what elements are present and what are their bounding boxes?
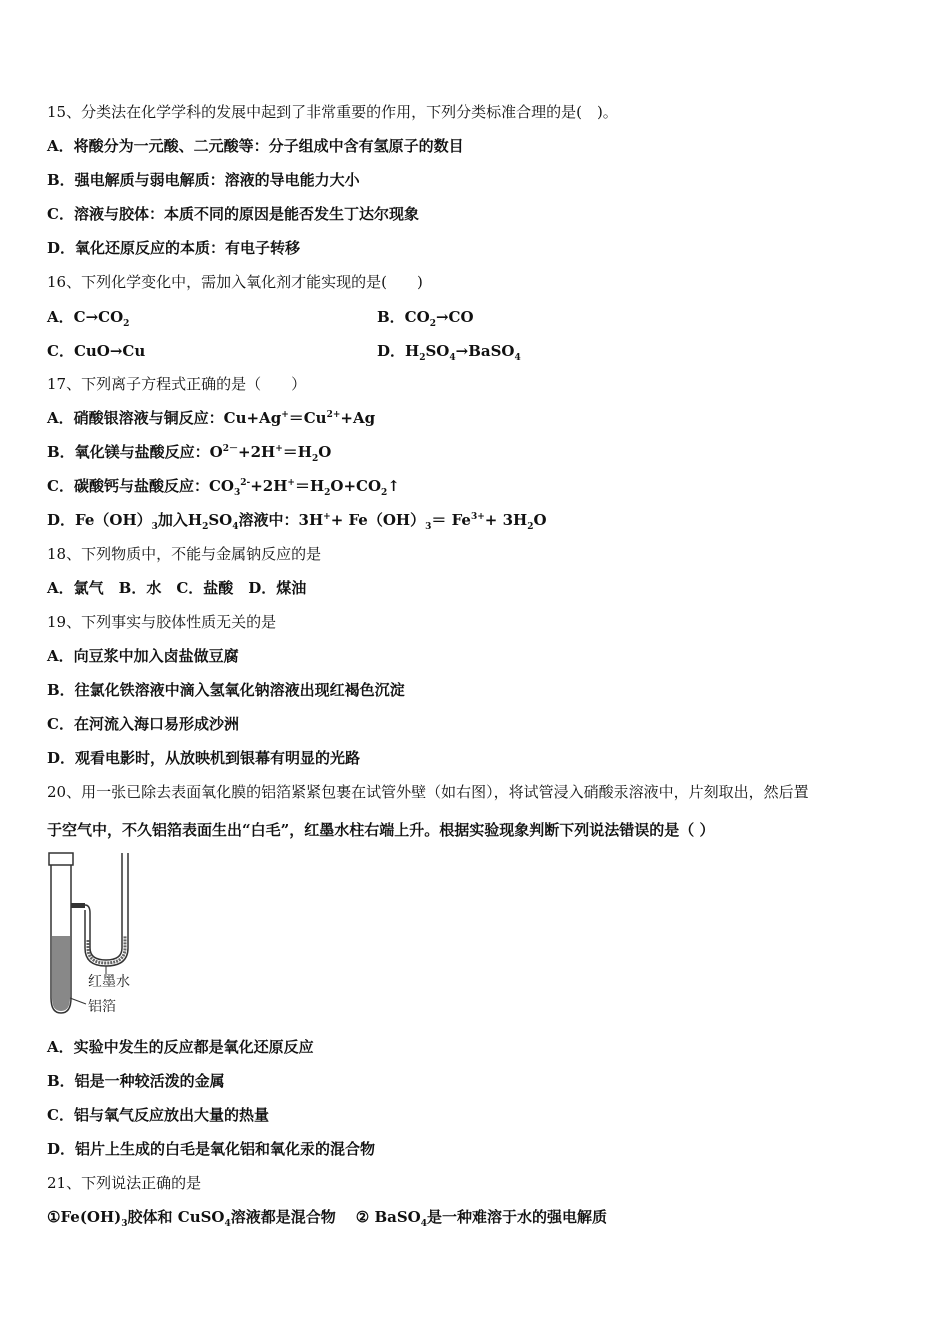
u-tube-outer (85, 853, 122, 960)
q20-option-c: C．铝与氧气反应放出大量的热量 (47, 1106, 269, 1124)
q21-stem: 21、下列说法正确的是 (47, 1174, 202, 1192)
q15-option-d: D．氧化还原反应的本质：有电子转移 (47, 239, 301, 257)
red-ink (88, 936, 125, 963)
q19-stem: 19、下列事实与胶体性质无关的是 (47, 613, 277, 631)
q20-option-b: B．铝是一种较活泼的金属 (47, 1072, 225, 1090)
q20-option-a: A．实验中发生的反应都是氧化还原反应 (47, 1038, 314, 1056)
q16-option-d: D．$H_2SO_4\to BaSO_4$ (377, 342, 521, 363)
q17-option-d: D．$Fe(OH)_3$加入$H_2SO_4$溶液中：$3H^++ Fe(OH)_3= Fe^{3+}+ 3H_2O$ (47, 511, 547, 532)
tube-stopper (49, 853, 73, 865)
q21-statement-1: $①Fe(OH)_3$胶体和 CuSO$_4$溶液都是混合物 (47, 1208, 336, 1229)
q18-options: A．氯气 B．水 C．盐酸 D．煤油 (47, 579, 307, 597)
q20-option-d: D．铝片上生成的白毛是氧化铝和氧化汞的混合物 (47, 1140, 376, 1158)
q21-statement-2: ② BaSO$_4$是一种难溶于水的强电解质 (355, 1208, 608, 1229)
q17-option-c: C．碳酸钙与盐酸反应：$CO_3^{2-}+2H^+=H_2O+CO_2↑$ (47, 477, 400, 498)
q18-stem: 18、下列物质中，不能与金属钠反应的是 (47, 545, 322, 563)
q20-stem-line2: 于空气中，不久铝箔表面生出“白毛”，红墨水柱右端上升。根据实验现象判断下列说法错误的是（ ） (47, 821, 715, 839)
aluminum-foil (52, 936, 70, 1011)
test-tube-figure (40, 848, 150, 1020)
q16-option-a: A．$C\to CO_2$ (47, 308, 130, 329)
q17-stem: 17、下列离子方程式正确的是（ ） (47, 375, 307, 393)
q17-option-a: A．硝酸银溶液与铜反应：$Cu+Ag^+=Cu^{2+}+Ag$ (47, 409, 376, 427)
red-ink-label: 红墨水 (88, 974, 130, 990)
q19-option-a: A．向豆浆中加入卤盐做豆腐 (47, 647, 239, 665)
q16-option-b: B．$CO_2\to CO$ (377, 308, 474, 329)
foil-label: 铝箔 (88, 999, 116, 1015)
q15-option-a: A．将酸分为一元酸、二元酸等：分子组成中含有氢原子的数目 (47, 137, 464, 155)
q15-option-c: C．溶液与胶体：本质不同的原因是能否发生丁达尔现象 (47, 205, 419, 223)
q19-option-b: B．往氯化铁溶液中滴入氢氧化钠溶液出现红褐色沉淀 (47, 681, 405, 699)
q15-option-b: B．强电解质与弱电解质：溶液的导电能力大小 (47, 171, 360, 189)
q17-option-b: B．氧化镁与盐酸反应：$O^{2-}+2H^+=H_2O$ (47, 443, 332, 464)
q16-stem: 16、下列化学变化中，需加入氧化剂才能实现的是( ) (47, 273, 423, 291)
q15-stem: 15、分类法在化学学科的发展中起到了非常重要的作用，下列分类标准合理的是( )。 (47, 103, 618, 121)
q20-stem-line1: 20、用一张已除去表面氧化膜的铝箔紧紧包裹在试管外壁（如右图），将试管浸入硝酸汞溶液中，片刻取出，然后置 (47, 783, 809, 801)
q16-option-c: C．CuO→Cu (47, 342, 146, 360)
q21-statements (47, 1207, 607, 1227)
q19-option-c: C．在河流入海口易形成沙洲 (47, 715, 239, 733)
side-tube-connector (71, 903, 85, 908)
q19-option-d: D．观看电影时，从放映机到银幕有明显的光路 (47, 749, 361, 767)
foil-pointer (70, 998, 86, 1004)
